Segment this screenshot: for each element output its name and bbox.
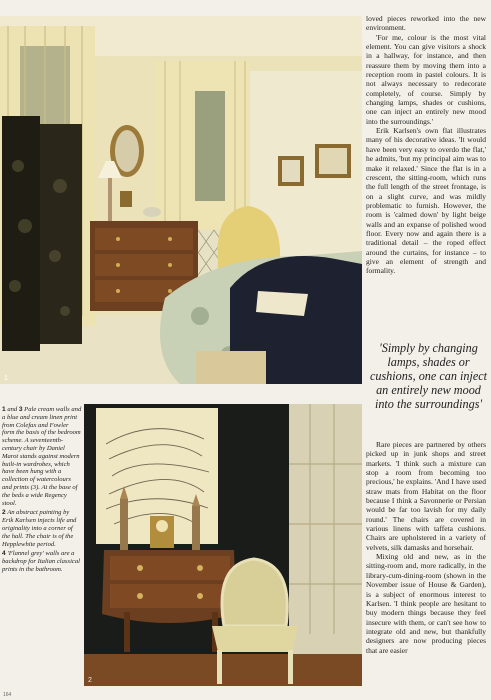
body-paragraph: Rare pieces are partnered by others picked up in junk shops and street markets. 'I think such a mixture can stop a room from becoming too precious,' he explains. 'And I have used straw mats from Habitat on the floor because I think a Savonnerie or Persian would be far too lavish for my daily round.' The chairs are covered in various linens with taffeta cushions. Chairs are upholstered in a variety of velvets, silk damasks and horsehair. (366, 440, 486, 552)
bedroom-illustration (0, 16, 362, 384)
caption-1-and-3: 1 and 3 Pale cream walls and a blue and cream linen print from Colefax and Fowler form the basis of the bedroom scheme. A seventeenth-century chair by Daniel Marot stands against modern built-in wardrobes, which have been hung with a collection of watercolours and prints (3). At the base of the beds a wide Regency stool. (2, 406, 82, 507)
pull-quote: 'Simply by changing lamps, shades or cushions, one can inject an entirely new mood into the surroundings' (369, 341, 488, 411)
page-folio: 164 (3, 692, 12, 698)
caption-4: 4 'Flannel grey' walls are a backdrop for Italian classical prints in the bathroom. (2, 550, 80, 573)
hall-illustration (84, 404, 362, 686)
body-column-bottom (366, 440, 486, 655)
bedroom-photo (0, 16, 362, 384)
body-paragraph: loved pieces reworked into the new environment. (366, 14, 486, 33)
body-paragraph: Erik Karlsen's own flat illustrates many of his decorative ideas. 'It would have been very easy to overdo the flat,' he admits, 'but my principal aim was to make it relaxed.' Since the flat is in a crescent, the sitting-room, which runs the full length of the street frontage, is on a slight curve, and was mildly problematic to furnish. However, the room is 'calmed down' by light beige walls and an expanse of polished wood floor. Every now and again there is a traditional detail – the roped effect around the curtains, for instance – to give an element of strength and formality. (366, 126, 486, 276)
body-paragraph: Mixing old and new, as in the sitting-room and, more radically, in the library-cum-dining-room (shown in the November issue of House & Garden), is a subject of enormous interest to Karlsen. 'I think people are hesitant to buy modern things because they feel insecure with them, or can't see how to integrate old and new, but thankfully designers are now producing pieces that are easier (366, 552, 486, 655)
hall-photo (84, 404, 362, 686)
body-column-top (366, 14, 486, 276)
body-paragraph: 'For me, colour is the most vital element. You can give visitors a shock in a hallway, for instance, and then reassure them by moving them into a reception room in pastel colours. It is not always necessary to redecorate completely, of course. Simply by changing lamps, shades or cushions, one can inject an entirely new mood into the surroundings.' (366, 32, 486, 126)
photo-captions (2, 406, 82, 576)
photo-number-1: 1 (4, 375, 8, 382)
caption-2: 2 An abstract painting by Erik Karlsen injects life and originality into a corner of the hall. The chair is of the Hepplewhite period. (2, 509, 77, 548)
photo-number-2: 2 (88, 677, 92, 684)
